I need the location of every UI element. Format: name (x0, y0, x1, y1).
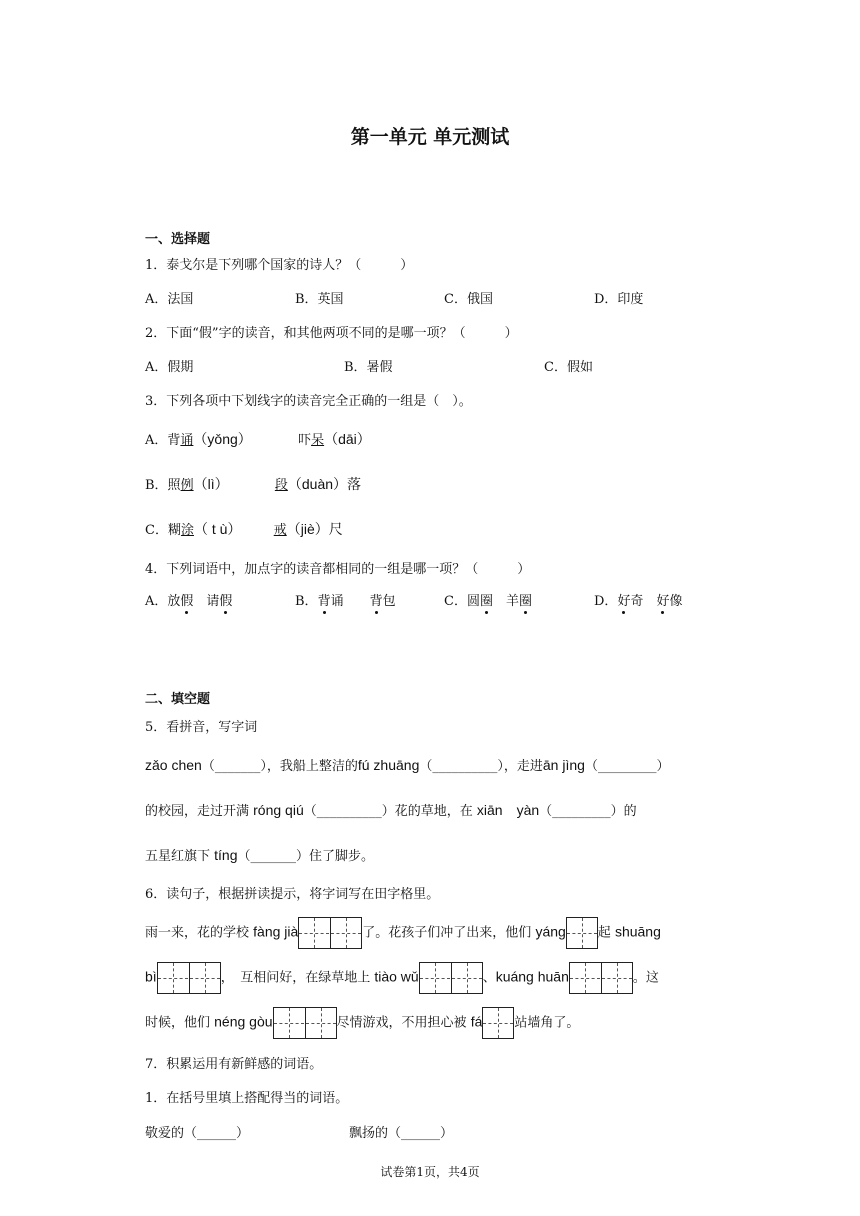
text: 的校园，走过开满 (145, 804, 254, 819)
text: 尽情游戏，不用担心被 (336, 1015, 471, 1031)
answer-blank[interactable]: （_________） (584, 759, 670, 774)
text: 起 (597, 925, 615, 941)
q2-option-b: B．暑假 (344, 360, 393, 375)
q2-option-a: A．假期 (145, 360, 194, 375)
text: ，走进 (503, 759, 543, 774)
question-6-stem: 6．读句子，根据拼读提示，将字词写在田字格里。 (145, 887, 440, 902)
q1-option-a: A．法国 (145, 292, 194, 307)
pinyin: xiān yàn (476, 802, 540, 818)
q5-line-1 (145, 755, 669, 774)
q3a-word2-char: 吓 (298, 433, 312, 448)
q4b-text: 包 (382, 594, 396, 609)
q4a-dotted-char: 假 (219, 594, 233, 609)
tianzige-grid-2[interactable] (157, 962, 221, 994)
q4c-text: C．圆 (444, 594, 480, 609)
page-footer: 试卷第1页，共4页 (380, 1165, 480, 1179)
pinyin: zǎo chen (145, 757, 202, 773)
q4c-text: 羊 (492, 594, 519, 609)
pinyin: yáng (535, 923, 566, 940)
text: 住了脚步。 (309, 849, 375, 864)
q1-option-b: B．英国 (295, 292, 344, 307)
text: 五星红旗下 (145, 849, 215, 864)
pinyin: kuáng huān (495, 968, 569, 985)
section-heading-choice: 一、选择题 (145, 232, 211, 247)
q3a-pinyin: （yǒng） (193, 431, 252, 447)
q4b-dotted-char: 背 (369, 594, 383, 609)
q4-option-d (594, 590, 683, 609)
q3b-word2-underlined: 段 (274, 478, 288, 493)
q4b-dotted-char: 背 (317, 594, 331, 609)
question-3-stem: 3．下列各项中下划线字的读音完全正确的一组是（ ）。 (145, 394, 472, 409)
question-1-stem: 1．泰戈尔是下列哪个国家的诗人？（ ） (145, 258, 414, 273)
answer-blank[interactable]: （_______） (237, 849, 310, 864)
answer-blank[interactable]: （_________） (539, 804, 624, 819)
q3c-word2-underlined: 戒 (273, 523, 287, 538)
pinyin: ān jìng (542, 757, 585, 773)
q3b-underlined-char: 例 (180, 478, 194, 493)
q7-item-1[interactable]: 敬爱的（______） (145, 1126, 250, 1141)
q6-line-2 (145, 962, 659, 994)
q4-option-b (295, 590, 396, 609)
q4a-text: 请 (193, 594, 220, 609)
q1-option-c: C．俄国 (444, 292, 493, 307)
q3c-pinyin: （ t ù） (193, 521, 242, 537)
page-title: 第一单元 单元测试 (350, 126, 510, 148)
q7-item-2[interactable]: 飘扬的（______） (349, 1126, 454, 1141)
q3a-word2-pinyin: （dāi） (324, 431, 371, 447)
text: 时候，他们 (145, 1015, 215, 1031)
q4b-text: 诵 (330, 594, 370, 609)
q3a-underlined-char: 诵 (180, 433, 194, 448)
pinyin: róng qiú (253, 802, 304, 818)
q4a-dotted-char: 假 (180, 594, 194, 609)
q1-option-d: D．印度 (594, 292, 644, 307)
q4b-text: B． (295, 594, 318, 609)
text: ， 互相问好，在绿草地上 (220, 970, 375, 986)
q4d-dotted-char: 好 (617, 594, 631, 609)
text: ，我船上整洁的 (266, 759, 358, 774)
q3b-pinyin: （lì） (193, 476, 229, 492)
section-heading-fill-in: 二、填空题 (145, 692, 211, 707)
q4d-text: 奇 (630, 594, 657, 609)
answer-blank[interactable]: （__________） (303, 804, 395, 819)
tianzige-grid-2[interactable] (298, 917, 362, 949)
tianzige-grid-2[interactable] (273, 1007, 337, 1039)
text: 了。花孩子们冲了出来，他们 (362, 925, 536, 941)
pinyin: fàng jià (253, 923, 299, 940)
question-5-stem: 5．看拼音，写字词 (145, 720, 258, 735)
q6-line-3 (145, 1007, 579, 1039)
q4-option-c (444, 590, 532, 609)
q4c-dotted-char: 圈 (479, 594, 493, 609)
q4d-text: D． (594, 594, 618, 609)
q6-line-1 (145, 917, 661, 949)
q4d-dotted-char: 好 (656, 594, 670, 609)
pinyin: néng gòu (214, 1013, 273, 1030)
question-7-stem: 7．积累运用有新鲜感的词语。 (145, 1057, 323, 1072)
pinyin: bì (145, 968, 157, 985)
q3-option-b (145, 474, 361, 494)
q3c-word2-pinyin: （jiè）尺 (286, 521, 343, 537)
pinyin: fá (470, 1013, 483, 1030)
q3b-prefix: B．照 (145, 478, 181, 493)
q4d-text: 像 (669, 594, 683, 609)
q3a-word2-underlined: 呆 (311, 433, 325, 448)
answer-blank[interactable]: （_______） (201, 759, 267, 774)
text: 的 (623, 804, 637, 819)
q4c-dotted-char: 圈 (518, 594, 532, 609)
q3-option-c (145, 519, 343, 539)
answer-blank[interactable]: （__________） (419, 759, 504, 774)
question-2-stem: 2．下面“假”字的读音，和其他两项不同的是哪一项？（ ） (145, 326, 518, 341)
text: 花的草地，在 (394, 804, 477, 819)
pinyin: shuāng (614, 923, 661, 940)
text: 雨一来，花的学校 (145, 925, 254, 941)
pinyin: tíng (214, 847, 238, 863)
pinyin: tiào wǔ (374, 968, 419, 985)
q3b-word2-pinyin: （duàn）落 (287, 476, 362, 492)
text: 。这 (632, 970, 659, 986)
q2-option-c: C．假如 (544, 360, 593, 375)
pinyin: fú zhuāng (357, 757, 420, 773)
text: 站墙角了。 (514, 1015, 580, 1031)
q5-line-3 (145, 845, 374, 864)
q3-option-a (145, 429, 371, 449)
tianzige-grid-1[interactable] (566, 917, 598, 949)
tianzige-grid-1[interactable] (482, 1007, 514, 1039)
text: 、 (482, 970, 496, 986)
question-7-sub: 1．在括号里填上搭配得当的词语。 (145, 1091, 349, 1106)
q5-line-2 (145, 800, 637, 820)
q4a-text: A．放 (145, 594, 181, 609)
question-4-stem: 4．下列词语中，加点字的读音都相同的一组是哪一项？（ ） (145, 562, 531, 577)
q3c-underlined-char: 涂 (180, 523, 194, 538)
q3c-prefix: C．糊 (145, 523, 181, 538)
tianzige-grid-2[interactable] (419, 962, 483, 994)
tianzige-grid-2[interactable] (569, 962, 633, 994)
q4-option-a (145, 590, 232, 609)
q3a-prefix: A．背 (145, 433, 181, 448)
